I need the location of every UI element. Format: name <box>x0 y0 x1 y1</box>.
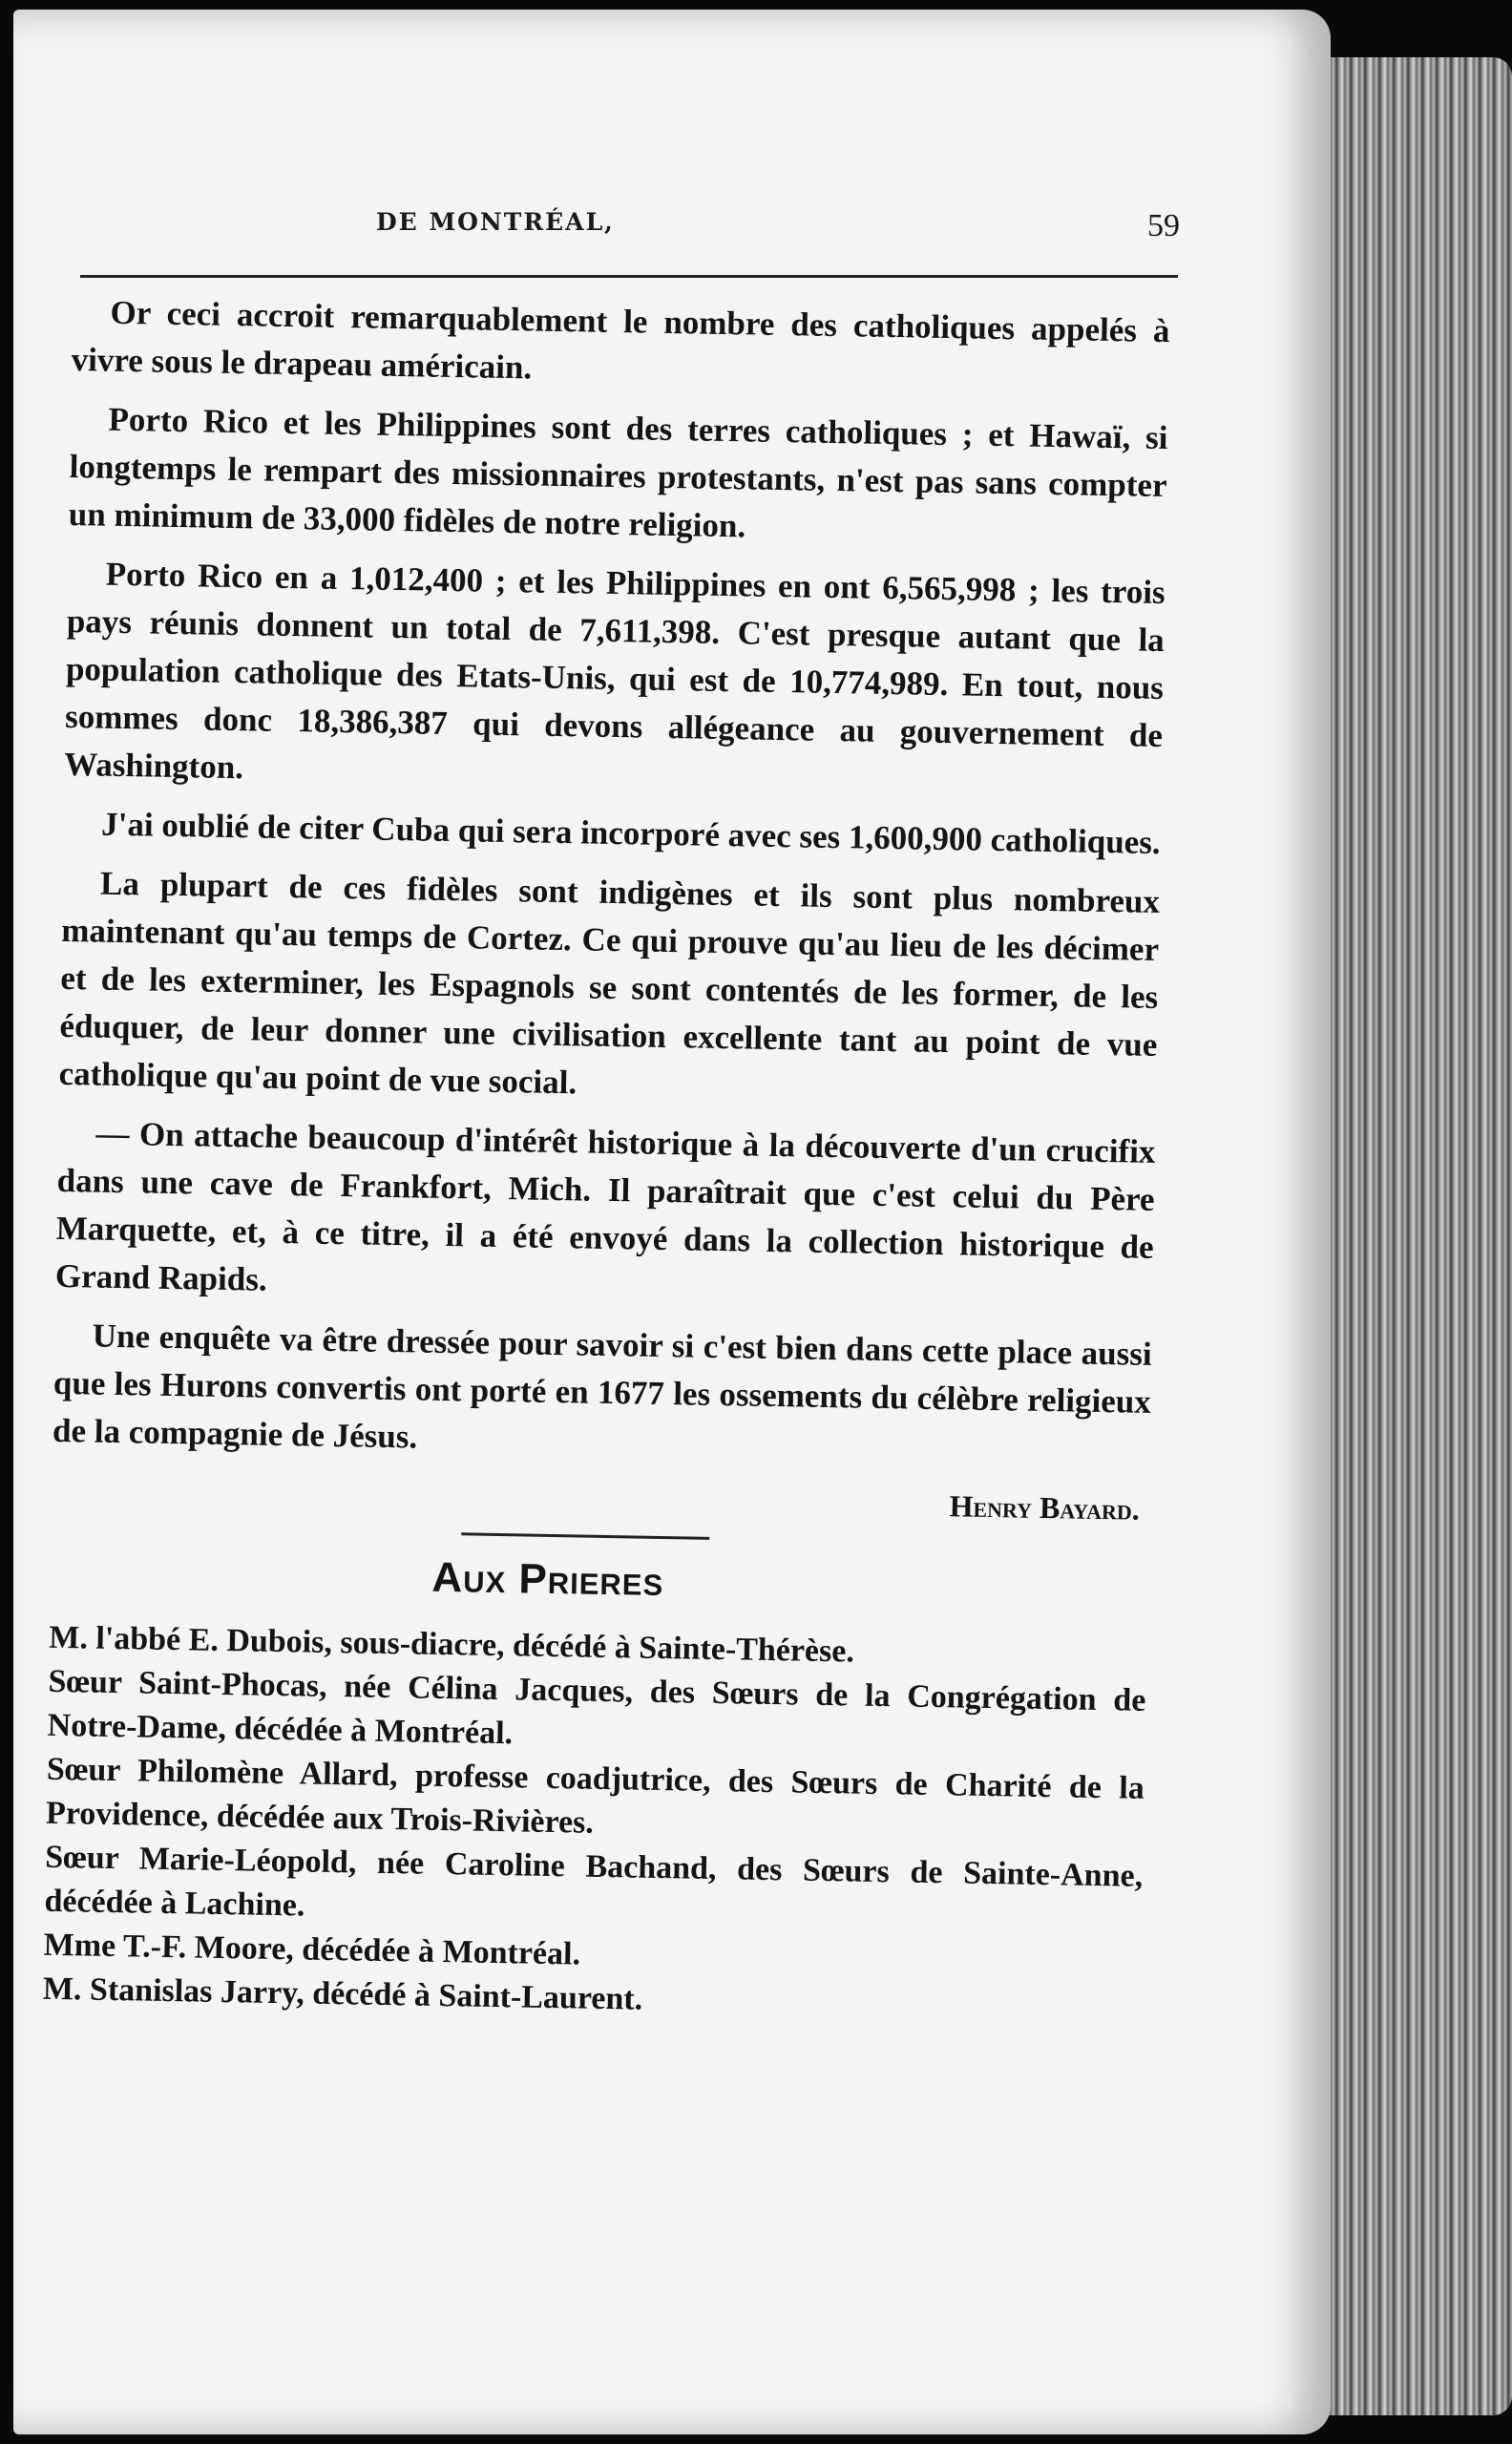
book-page <box>13 10 1331 2434</box>
list-item: M. l'abbé E. Dubois, sous-diacre, décédé à Sainte-Thérèse. <box>49 1619 855 1670</box>
running-head: DE MONTRÉAL, <box>376 208 615 236</box>
prayer-list <box>42 1616 1146 2031</box>
paragraph-7: Une enquête va être dressée pour savoir si c'est bien dans cette place aussi que les Hurons convertis ont porté en 1677 les ossements du célèbre religieux de la compagnie de Jésus. <box>52 1317 1153 1456</box>
page-number: 59 <box>1147 208 1180 243</box>
paragraph-1: Or ceci accroit remarquablement le nombre des catholiques appelés à vivre sous le drapeau américain. <box>71 293 1170 387</box>
list-item: Sœur Marie-Léopold, née Caroline Bachand, des Sœurs de Sainte-Anne, décédée à Lachine. <box>44 1839 1144 1924</box>
header-rule <box>80 275 1178 278</box>
list-item: Sœur Philomène Allard, professe coadjutrice, des Sœurs de Charité de la Providence, décédée aux Trois-Rivières. <box>45 1751 1145 1841</box>
book-page-edges <box>1308 57 1512 2415</box>
paragraph-3: Porto Rico en a 1,012,400 ; et les Philippines en ont 6,565,998 ; les trois pays réunis donnent un total de 7,611,398. C'est presque autant que la population catholique des Etats-Unis, qui est de 10,774,989. En tout, nous sommes donc 18,386,387 qui devons allégeance au gouvernement de Washington. <box>63 555 1166 787</box>
list-item: Mme T.-F. Moore, décédée à Montréal. <box>43 1927 581 1972</box>
paragraph-6: — On attache beaucoup d'intérêt historique à la découverte d'un crucifix dans une cave de Frankfort, Mich. Il paraîtrait que c'est celui du Père Marquette, et, à ce titre, il a été envoyé dans la collection historique de Grand Rapids. <box>54 1114 1156 1298</box>
paragraph-4: J'ai oublié de citer Cuba qui sera incorporé avec ses 1,600,900 catholiques. <box>100 805 1161 861</box>
author-signature: Henry Bayard. <box>949 1488 1141 1527</box>
list-item: M. Stanislas Jarry, décédé à Saint-Laurent. <box>42 1970 643 2017</box>
section-title: Aux Prieres <box>431 1553 664 1606</box>
article-body <box>42 288 1169 2031</box>
section-divider <box>461 1532 709 1540</box>
paragraph-5: La plupart de ces fidèles sont indigènes et ils sont plus nombreux maintenant qu'au temps de Cortez. Ce qui prouve qu'au lieu de les décimer et de les exterminer, les Espagnols se sont contentés de les former, de les éduquer, de leur donner une civilisation excellente tant au point de vue catholique qu'au point de vue social. <box>58 864 1161 1102</box>
list-item: Sœur Saint-Phocas, née Célina Jacques, des Sœurs de la Congrégation de Notre-Dame, décédée à Montréal. <box>47 1663 1146 1752</box>
paragraph-2: Porto Rico et les Philippines sont des terres catholiques ; et Hawaï, si longtemps le rempart des missionnaires protestants, n'est pas sans compter un minimum de 33,000 fidèles de notre religion. <box>68 400 1168 545</box>
